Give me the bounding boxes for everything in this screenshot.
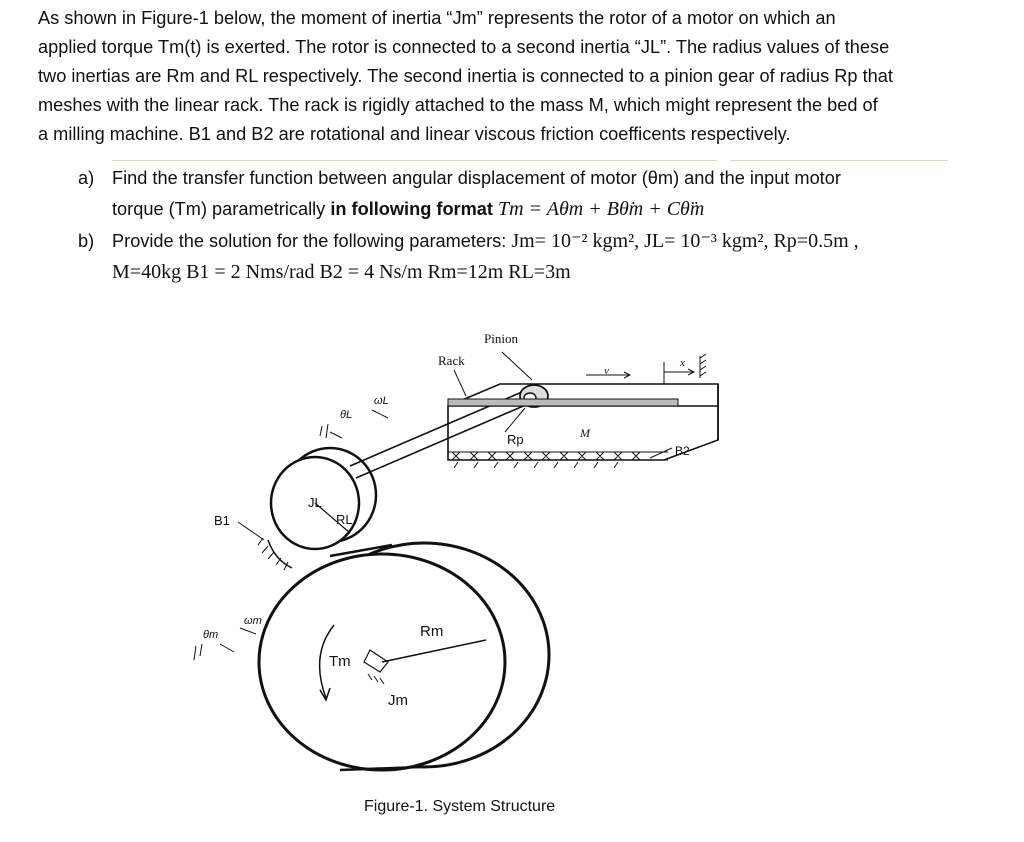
question-b-line1	[112, 226, 859, 256]
intro-line: As shown in Figure-1 below, the moment of inertia “Jm” represents the rotor of a motor on which an	[38, 8, 836, 28]
intro-paragraph	[38, 4, 988, 149]
label-rl: RL	[336, 512, 353, 527]
label-position: x	[680, 357, 685, 369]
question-b-line1-text: Provide the solution for the following parameters:	[112, 231, 507, 251]
label-theta-l: θL	[340, 409, 353, 421]
question-b-params-1: Jm= 10⁻² kgm², JL= 10⁻³ kgm², Rp=0.5m ,	[511, 230, 859, 252]
label-omega-m: ωm	[244, 615, 262, 627]
label-theta-m: θm	[203, 629, 219, 641]
question-b-label: b)	[78, 231, 95, 251]
label-rp: Rp	[507, 432, 524, 447]
label-velocity: v	[604, 365, 609, 377]
label-b2: B2	[675, 444, 690, 458]
b2-friction	[448, 452, 668, 460]
question-a-label: a)	[78, 168, 95, 188]
intro-line: applied torque Tm(t) is exerted. The rotor is connected to a second inertia “JL”. The radius values of these	[38, 37, 890, 57]
figure-caption: Figure-1. System Structure	[364, 798, 556, 815]
intro-line: meshes with the linear rack. The rack is rigidly attached to the mass M, which might represent the bed of	[38, 95, 878, 115]
label-rm: Rm	[420, 623, 444, 640]
label-jl: JL	[308, 495, 322, 510]
label-b1: B1	[214, 513, 230, 528]
intro-line: a milling machine. B1 and B2 are rotational and linear viscous friction coefficents respectively.	[38, 124, 791, 144]
label-mass: M	[580, 426, 590, 440]
label-jm: Jm	[388, 692, 408, 709]
label-pinion: Pinion	[484, 331, 518, 346]
question-a-format-label: in following format	[330, 199, 493, 219]
rack	[448, 399, 678, 406]
question-a-line2	[112, 194, 704, 224]
question-a-line1: Find the transfer function between angular displacement of motor (θm) and the input motor	[112, 168, 841, 188]
separator-line	[112, 160, 717, 161]
question-a-formula: Tm = Aθm + Bθ̇m + Cθ̈m	[498, 198, 705, 220]
b1-friction	[268, 540, 292, 568]
question-a-line2-text: torque (Tm) parametrically	[112, 199, 331, 219]
separator-line	[730, 160, 948, 161]
system-figure	[180, 300, 740, 780]
label-rack: Rack	[438, 353, 465, 368]
question-b-params-2: M=40kg B1 = 2 Nms/rad B2 = 4 Ns/m Rm=12m RL=3m	[112, 261, 571, 283]
label-omega-l: ωL	[374, 395, 389, 407]
intro-line: two inertias are Rm and RL respectively. The second inertia is connected to a pinion gear of radius Rp that	[38, 66, 893, 86]
label-tm: Tm	[329, 653, 351, 670]
